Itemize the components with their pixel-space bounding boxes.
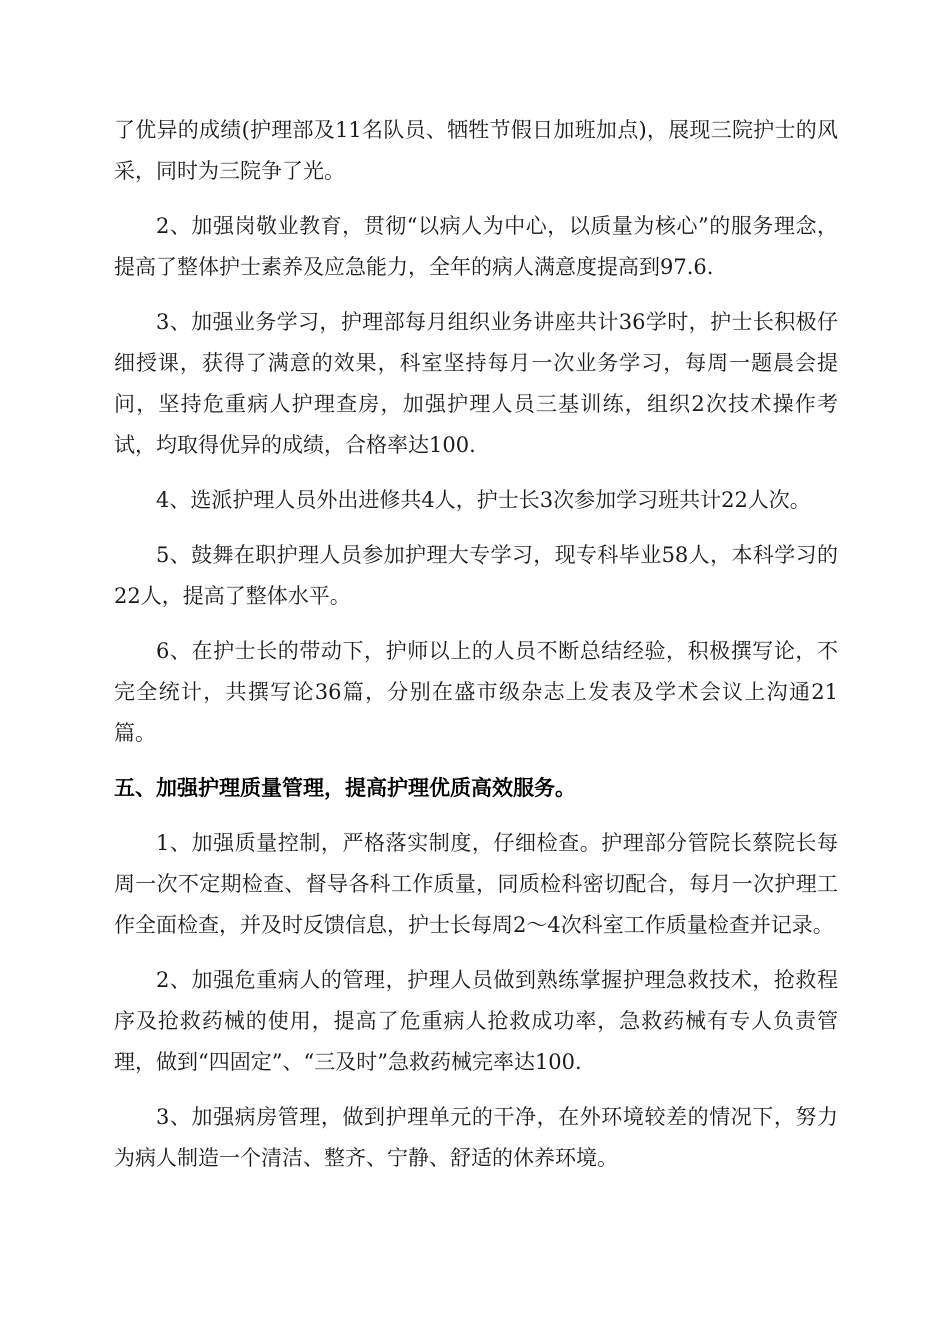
paragraph-quality-3: 3、加强病房管理，做到护理单元的干净，在外环境较差的情况下，努力为病人制造一个清洁、整齐、宁静、舒适的休养环境。 <box>114 1105 838 1170</box>
paragraph-item-3: 3、加强业务学习，护理部每月组织业务讲座共计36学时，护士长积极仔细授课，获得了满意的效果，科室坚持每月一次业务学习，每周一题晨会提问，坚持危重病人护理查房，加强护理人员三基训练，组织2次技术操作考试，均取得优异的成绩，合格率达100. <box>114 310 838 457</box>
paragraph-item-2: 2、加强岗敬业教育，贯彻“以病人为中心，以质量为核心”的服务理念，提高了整体护士素养及应急能力，全年的病人满意度提高到97.6. <box>114 214 838 279</box>
paragraph-item-6: 6、在护士长的带动下，护师以上的人员不断总结经验，积极撰写论，不完全统计，共撰写论36篇，分别在盛市级杂志上发表及学术会议上沟通21篇。 <box>114 639 838 745</box>
paragraph-continuation: 了优异的成绩(护理部及11名队员、牺牲节假日加班加点)，展现三院护士的风采，同时为三院争了光。 <box>114 118 838 183</box>
paragraph-quality-2: 2、加强危重病人的管理，护理人员做到熟练掌握护理急救技术，抢救程序及抢救药械的使用，提高了危重病人抢救成功率，急救药械有专人负责管理，做到“四固定”、“三及时”急救药械完率达100. <box>114 968 838 1074</box>
document-body <box>114 110 838 1193</box>
section-heading: 五、加强护理质量管理，提高护理优质高效服务。 <box>114 776 576 800</box>
paragraph-item-5: 5、鼓舞在职护理人员参加护理大专学习，现专科毕业58人，本科学习的22人，提高了整体水平。 <box>114 543 838 608</box>
paragraph-quality-1: 1、加强质量控制，严格落实制度，仔细检查。护理部分管院长蔡院长每周一次不定期检查、督导各科工作质量，同质检科密切配合，每月一次护理工作全面检查，并及时反馈信息，护士长每周2～4次科室工作质量检查并记录。 <box>114 831 838 937</box>
paragraph-item-4: 4、选派护理人员外出进修共4人，护士长3次参加学习班共计22人次。 <box>156 488 811 512</box>
